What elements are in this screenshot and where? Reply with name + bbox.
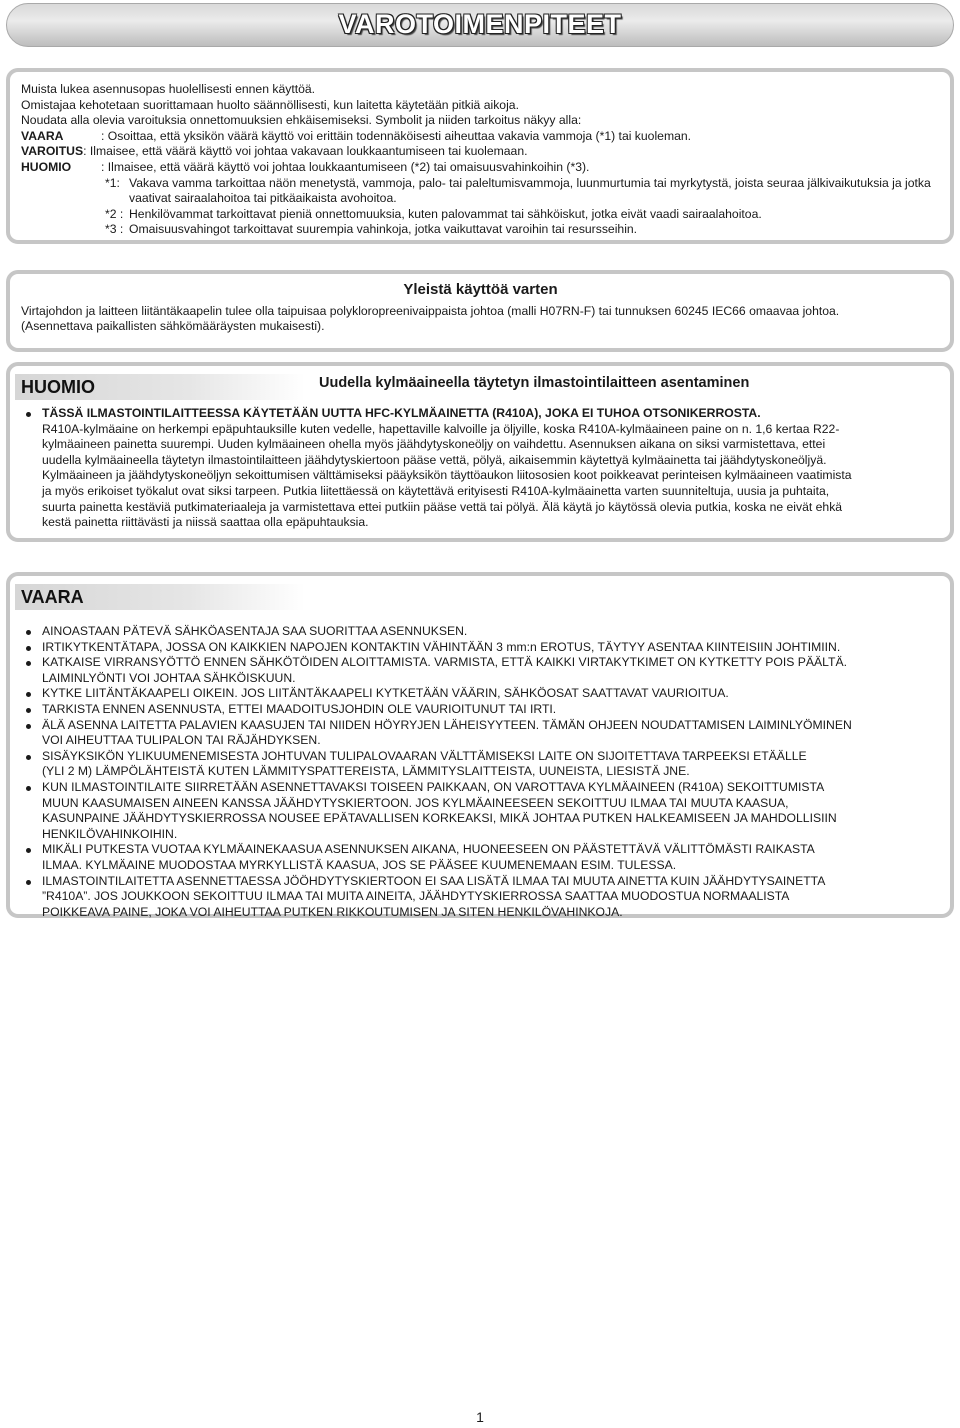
vaara-line: KASUNPAINE JÄÄHDYTYSKIERROSSA NOUSEE EPÄTAVALLISEN KORKEAKSI, MIKÄ JOHTAA PUTKEN HALKEAMISEEN JA MAHDOLLISIIN [42,811,837,826]
list-item [21,624,940,640]
vaara-label: VAARA [21,587,84,607]
huomio-line: Kylmäaineen ja jäähdytyskoneöljyn sekoittumisen välttämiseksi pääyksikön täyttöaukon liitososien koot poikkeavat perinteisen kylmäaineen vaatimista [42,468,852,483]
bullet-icon [26,848,31,853]
vaara-line: HENKILÖVAHINKOIHIN. [42,826,178,841]
page-number: 1 [476,1409,484,1425]
page-title-bar [6,3,954,47]
definition-huomio [21,160,940,176]
vaara-label-bar [15,584,305,610]
bullet-icon [26,786,31,791]
page-title: VAROTOIMENPITEET [338,9,622,40]
vaara-line: KUN ILMASTOINTILAITE SIIRRETÄÄN ASENNETTAVAKSI TOISEEN PAIKKAAN, ON VAROTTAVA KYLMÄAINEEN (R410A) SEKOITTUMISTA [42,779,825,794]
general-use-line: (Asennettava paikallisten sähkömääräysten mukaisesti). [21,319,325,334]
vaara-line: VOI AIHEUTTAA TULIPALON TAI RÄJÄHDYKSEN. [42,733,321,748]
huomio-subtitle: Uudella kylmäaineella täytetyn ilmastointilaitteen asentaminen [319,375,750,392]
vaara-line: ”R410A”. JOS JOUKKOON SEKOITTUU ILMAA TAI MUITA AINEITA, JÄÄHDYTYSKIERROSSA SAATTAA MUODOSTUA NORMAALISTA [42,889,790,904]
bullet-icon [26,692,31,697]
vaara-line: TARKISTA ENNEN ASENNUSTA, ETTEI MAADOITUSJOHDIN OLE VAURIOITUNUT TAI IRTI. [42,701,557,716]
footnote-key: *1: [105,175,120,190]
huomio-bold-line: TÄSSÄ ILMASTOINTILAITTEESSA KÄYTETÄÄN UUTTA HFC-KYLMÄAINETTA (R410A), JOKA EI TUHOA OTSONIKERROSTA. [42,406,761,420]
list-item [21,718,940,749]
footnote-2 [21,207,940,223]
footnote-1 [21,176,940,207]
vaara-line: MUUN KAASUMAISEN AINEEN KANSSA JÄÄHDYTYSKIERTOON. JOS KYLMÄAINEESEEN SEKOITTUU ILMAA TAI MUUTA KAASUA, [42,795,789,810]
vaara-line: IRTIKYTKENTÄTAPA, JOSSA ON KAIKKIEN NAPOJEN KONTAKTIN VÄHINTÄÄN 3 mm:n EROTUS, TÄYTYY ASENTAA KIINTEISIIN JOHTIMIIN. [42,639,841,654]
general-use-section [6,270,954,352]
bullet-icon [26,630,31,635]
list-item [21,702,940,718]
huomio-line: suurta painetta kestäviä putkimateriaaleja ja varmistettava ettei putkiin pääse vettä tai pölyä. Älä käytä jo käytössä olevia putkia, koska ne eivät ehkä [42,499,843,514]
vaara-line: ILMASTOINTILAITETTA ASENNETTAESSA JÖÖHDYTYSKIERTOON EI SAA LISÄTÄ ILMAA TAI MUUTA AINETTA KUIN JÄÄHDYTYSAINETTA [42,873,826,888]
list-item [21,686,940,702]
definition-text: : Osoittaa, että yksikön väärä käyttö voi erittäin todennäköisesti aiheuttaa vakavia vammoja (*1) tai kuoleman. [101,128,692,143]
footnote-text: Omaisuusvahingot tarkoittavat suurempia vahinkoja, jotka vaikuttavat varoihin tai resursseihin. [129,222,638,237]
huomio-line: kylmäaineen painetta suurempi. Uuden kylmäaineen ohella myös jäähdytyskoneöljy on vaihdettu. Asennuksen aikana on siksi varmistettava, ettei [42,437,826,452]
bullet-icon [26,661,31,666]
huomio-label: HUOMIO [21,377,95,397]
intro-line: Muista lukea asennusopas huolellisesti ennen käyttöä. [21,82,316,96]
bullet-icon [26,755,31,760]
vaara-line: SISÄYKSIKÖN YLIKUUMENEMISESTA JOHTUVAN TULIPALOVAARAN VÄLTTÄMISEKSI LAITE ON SIJOITETTAVA TARPEEKSI ETÄÄLLE [42,748,807,763]
bullet-icon [26,412,31,417]
list-item [21,749,940,780]
vaara-line: AINOASTAAN PÄTEVÄ SÄHKÖASENTAJA SAA SUORITTAA ASENNUKSEN. [42,624,468,638]
footnote-text: Vakava vamma tarkoittaa näön menetystä, vammoja, palo- tai paleltumisvammoja, luunmurtumia tai myrkytystä, joista seuraa jälkivaikutuksia ja jotka vaativat sairaalahoitoa tai pitkäaikaista avohoitoa. [129,175,931,206]
definition-text: : Ilmaisee, että väärä käyttö voi johtaa loukkaantumiseen (*2) tai omaisuusvahinkoihin (*3). [101,159,590,174]
vaara-line: KYTKE LIITÄNTÄKAAPELI OIKEIN. JOS LIITÄNTÄKAAPELI KYTKETÄÄN VÄÄRIN, SÄHKÖOSAT SAATTAVAT VAURIOITUA. [42,686,729,701]
huomio-line: ja myös erikoiset työkalut ovat siksi tarpeen. Putkia liitettäessä on käytettävä erityisesti R410A-kylmäainetta varten suunniteltuja, uusia ja puhtaita, [42,483,830,498]
list-item [21,780,940,842]
huomio-label-bar [15,374,305,400]
footnote-3 [21,222,940,238]
bullet-icon [26,646,31,651]
definition-key: VAROITUS [21,144,84,159]
intro-line: Omistajaa kehotetaan suorittamaan huolto säännöllisesti, kun laitetta käytetään pitkiä aikoja. [21,97,519,112]
list-item [21,406,940,531]
bullet-icon [26,880,31,885]
footnote-key: *2 : [105,206,124,221]
huomio-line: kestä painetta riittävästi ja niissä saattaa olla epäpuhtauksia. [42,515,369,530]
general-use-title: Yleistä käyttöä varten [403,281,558,298]
footnote-text: Henkilövammat tarkoittavat pieniä onnettomuuksia, kuten palovammat tai sähköiskut, jotka eivät vaadi sairaalahoitoa. [129,206,762,221]
list-item [21,655,940,686]
footnote-key: *3 : [105,222,124,237]
definition-key: VAARA [21,128,64,143]
vaara-line: POIKKEAVA PAINE, JOKA VOI AIHEUTTAA PUTKEN RIKKOUTUMISEN JA SITEN HENKILÖVAHINKOJA. [42,904,623,919]
definition-key: HUOMIO [21,159,72,174]
huomio-line: R410A-kylmäaine on herkempi epäpuhtauksille kuten vedelle, hapettaville kalvoille ja öljyille, koska R410A-kylmäaineen paine on n. 1,6 kertaa R22- [42,421,840,436]
vaara-line: MIKÄLI PUTKESTA VUOTAA KYLMÄAINEKAASUA ASENNUKSEN AIKANA, HUONEESEEN ON PÄÄSTETTÄVÄ VÄLITTÖMÄSTI RAIKASTA [42,842,815,857]
general-use-line: Virtajohdon ja laitteen liitäntäkaapelin tulee olla taipuisaa polykloropreenivaippaista johtoa (malli H07RN-F) tai tunnuksen 60245 IEC66 omaavaa johtoa. [21,303,840,318]
definition-vaara [21,129,940,145]
list-item [21,842,940,873]
list-item [21,640,940,656]
intro-section [6,68,954,244]
huomio-list [21,406,940,531]
vaara-section [6,572,954,918]
vaara-list [21,624,940,920]
bullet-icon [26,708,31,713]
vaara-line: (YLI 2 M) LÄMPÖLÄHTEISTÄ KUTEN LÄMMITYSPATTEREISTA, LÄMMITYSLAITTEISTA, UUNEISTA, LIESISTÄ JNE. [42,764,690,779]
vaara-line: LAIMINLYÖNTI VOI JOHTAA SÄHKÖISKUUN. [42,670,296,685]
vaara-line: ÄLÄ ASENNA LAITETTA PALAVIEN KAASUJEN TAI NIIDEN HÖYRYJEN LÄHEISYYTEEN. TÄMÄN OHJEEN NOUDATTAMISEN LAIMINLYÖMINEN [42,717,852,732]
huomio-section [6,362,954,542]
vaara-line: KATKAISE VIRRANSYÖTTÖ ENNEN SÄHKÖTÖIDEN ALOITTAMISTA. VARMISTA, ETTÄ KAIKKI VIRTAKYTKIMET ON KYTKETTY POIS PÄÄLTÄ. [42,655,847,670]
vaara-line: ILMAA. KYLMÄAINE MUODOSTAA MYRKYLLISTÄ KAASUA, JOS SE PÄÄSEE KUUMENEMAAN ESIM. TULESSA. [42,857,677,872]
definition-text: : Ilmaisee, että väärä käyttö voi johtaa vakavaan loukkaantumiseen tai kuolemaan. [83,144,528,159]
bullet-icon [26,724,31,729]
huomio-line: uudella kylmäaineella täytetyn ilmastointilaitteen jäähdytyskiertoon pääse vettä, pölyä, aikaisemmin käytettyä kylmäainetta tai jäähdytyskoneöljyä. [42,452,827,467]
definition-varoitus [21,144,940,160]
list-item [21,874,940,921]
intro-line: Noudata alla olevia varoituksia onnettomuuksien ehkäisemiseksi. Symbolit ja niiden tarkoitus näkyy alla: [21,113,582,128]
